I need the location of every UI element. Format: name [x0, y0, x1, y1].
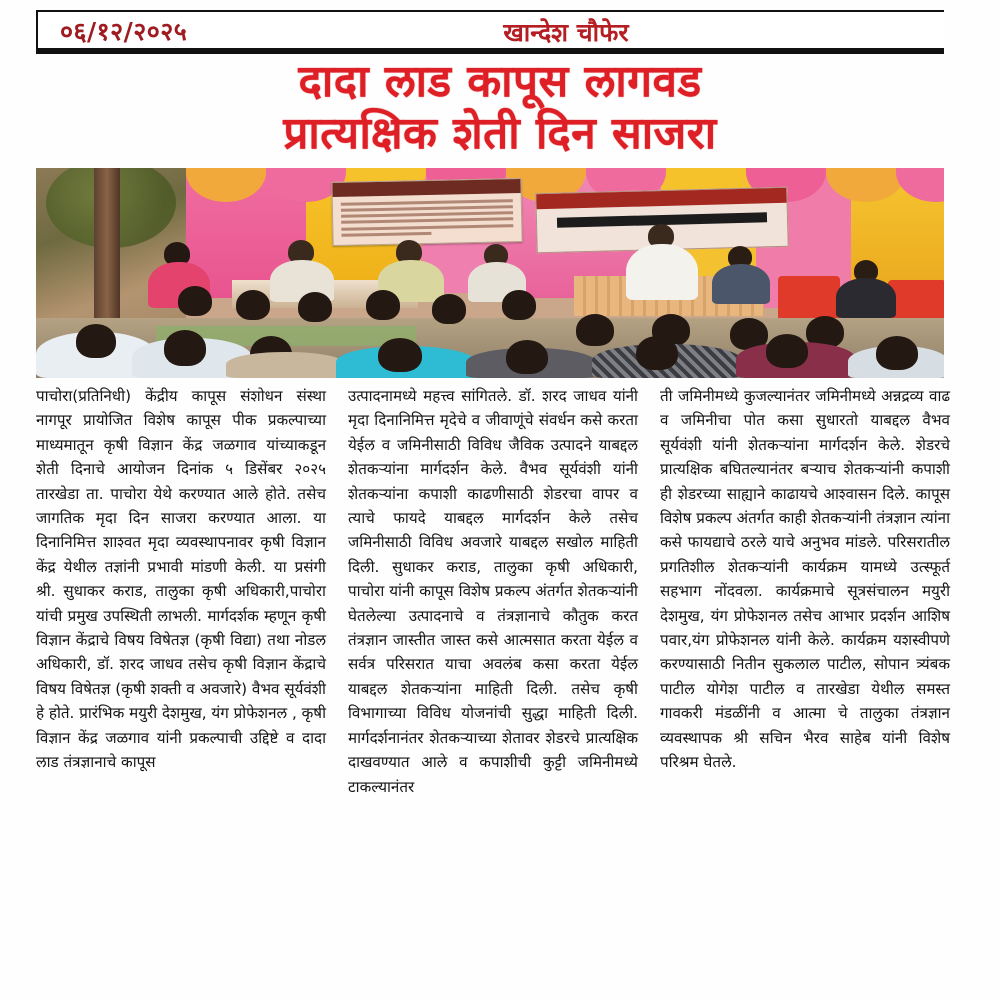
photo-event-banner	[331, 178, 522, 246]
masthead-rule	[36, 50, 944, 54]
photo-banner-text-line	[341, 211, 514, 218]
masthead-inner	[38, 12, 944, 48]
photo-audience-head	[576, 314, 614, 346]
article-column-1-text: पाचोरा(प्रतिनिधी) केंद्रीय कापूस संशोधन संस्था नागपूर प्रायोजित विशेष कापूस पीक प्रकल्पाच्या माध्यमातून कृषी विज्ञान केंद्र जळगाव यांच्याकडून शेती दिनाचे आयोजन दिनांक ५ डिसेंबर २०२५ तारखेडा ता. पाचोरा येथे करण्यात आले होते. तसेच जागतिक मृदा दिन साजरा करण्यात आला. या दिनानिमित्त शाश्वत मृदा व्यवस्थापनावर कृषी विज्ञान केंद्र येथील तज्ञांनी प्रभावी मांडणी केली. या प्रसंगी श्री. सुधाकर कराड, तालुका कृषी अधिकारी,पाचोरा यांची प्रमुख उपस्थिती लाभली. मार्गदर्शक म्हणून कृषी विज्ञान केंद्राचे विषय विषेतज्ञ (कृषी विद्या) तथा नोडल अधिकारी, डॉ. शरद जाधव तसेच कृषी विज्ञान केंद्राचे विषय विषेतज्ञ (कृषी शक्ती व अवजारे) वैभव सूर्यवंशी हे होते. प्रारंभिक मयुरी देशमुख, यंग प्रोफेशनल , कृषी विज्ञान केंद्र जळगाव यांनी प्रकल्पाची उद्दिष्टे व दादा लाड तंत्रज्ञानाचे कापूस	[36, 387, 326, 772]
article-body	[36, 384, 966, 992]
photo-audience-head	[178, 286, 212, 316]
publication-name: खान्देश चौफेर	[503, 18, 629, 47]
photo-banner-text-line	[340, 199, 513, 206]
photo-audience-head	[378, 338, 422, 372]
article-photo	[36, 168, 944, 378]
photo-audience-head	[236, 290, 270, 320]
article-column-2	[348, 384, 638, 799]
article-column-3-text: ती जमिनीमध्ये कुजल्यानंतर जमिनीमध्ये अन्नद्रव्य वाढ व जमिनीचा पोत कसा सुधारतो याबद्दल वैभव सूर्यवंशी यांनी शेतकऱ्यांना मार्गदर्शन केले. शेडरचे प्रात्यक्षिक बघितल्यानंतर बऱ्याच शेतकऱ्यांनी कपाशी ही शेडरच्या साह्याने काढायचे आश्वासन दिले. कापूस विशेष प्रकल्प अंतर्गत काही शेतकऱ्यांनी तंत्रज्ञान त्यांना कसे फायद्याचे ठरले याचे अनुभव मांडले. परिसरातील प्रगतिशील शेतकऱ्यांनी कार्यक्रम यामध्ये उत्स्फूर्त सहभाग नोंदवला. कार्यक्रमाचे सूत्रसंचालन मयुरी देशमुख, यंग प्रोफेशनल तसेच आभार प्रदर्शन आशिष पवार,यंग प्रोफेशनल यांनी केले. कार्यक्रम यशस्वीपणे करण्यासाठी नितीन सुकलाल पाटील, सोपान त्र्यंबक पाटील योगेश पाटील व तारखेडा येथील समस्त गावकरी मंडळींनी व आत्मा चे तालुका तंत्रज्ञान व्यवस्थापक श्री सचिन भैरव साहेब यांनी विशेष परिश्रम घेतले.	[660, 387, 950, 772]
photo-audience-head	[298, 292, 332, 322]
photo-audience-head	[164, 330, 206, 366]
photo-audience-head	[76, 324, 116, 358]
headline-line-2: प्रात्यक्षिक शेती दिन साजरा	[283, 108, 717, 159]
photo-person-body	[836, 278, 896, 318]
article-headline	[30, 56, 970, 160]
photo-banner-header	[332, 179, 520, 197]
headline-line-1: दादा लाड कापूस लागवड	[298, 56, 702, 107]
publication-date: ०६/१२/२०२५	[60, 17, 188, 46]
photo-banner-text-line	[341, 232, 431, 237]
photo-speaker-body	[626, 244, 698, 300]
photo-pillar	[94, 168, 120, 318]
photo-audience-head	[766, 334, 808, 368]
photo-person-body	[712, 264, 770, 304]
photo-audience-head	[366, 290, 400, 320]
photo-banner-text-line	[341, 224, 514, 231]
photo-banner-text-line	[341, 218, 514, 225]
photo-audience-head	[876, 336, 918, 370]
article-column-2-text: उत्पादनामध्ये महत्त्व सांगितले. डॉ. शरद जाधव यांनी मृदा दिनानिमित्त मृदेचे व जीवाणूंचे संवर्धन कसे करता येईल व जमिनीसाठी विविध जैविक उत्पादने याबद्दल शेतकऱ्यांना मार्गदर्शन केले. वैभव सूर्यवंशी यांनी शेतकऱ्यांना कपाशी काढणीसाठी शेडरचा वापर व त्याचे फायदे याबद्दल मार्गदर्शन केले तसेच जमिनीसाठी विविध अवजारे याबद्दल सखोल माहिती दिली. सुधाकर कराड, तालुका कृषी अधिकारी, पाचोरा यांनी कापूस विशेष प्रकल्प अंतर्गत शेतकऱ्यांनी घेतलेल्या उत्पादनाचे व तंत्रज्ञानाचे कौतुक करत तंत्रज्ञान जास्तीत जास्त कसे आत्मसात करता येईल व सर्वत्र परिसरात याचा अवलंब कसा करता येईल याबद्दल शेतकऱ्यांना माहिती दिली. तसेच कृषी विभागाच्या विविध योजनांची सुद्धा माहिती दिली. मार्गदर्शनानंतर शेतकऱ्याच्या शेतावर शेडरचे प्रात्यक्षिक दाखवण्यात आले व कपाशीची कुट्टी जमिनीमध्ये टाकल्यानंतर	[348, 387, 638, 796]
photo-audience-head	[506, 340, 548, 374]
photo-audience-head	[502, 290, 536, 320]
masthead-box	[36, 10, 944, 50]
photo-banner-text-line	[340, 205, 513, 212]
photo-scene	[36, 168, 944, 378]
photo-audience-head	[432, 294, 466, 324]
article-column-1	[36, 384, 326, 775]
photo-audience-head	[636, 336, 678, 370]
article-column-3	[660, 384, 950, 775]
photo-audience-body	[226, 352, 346, 378]
